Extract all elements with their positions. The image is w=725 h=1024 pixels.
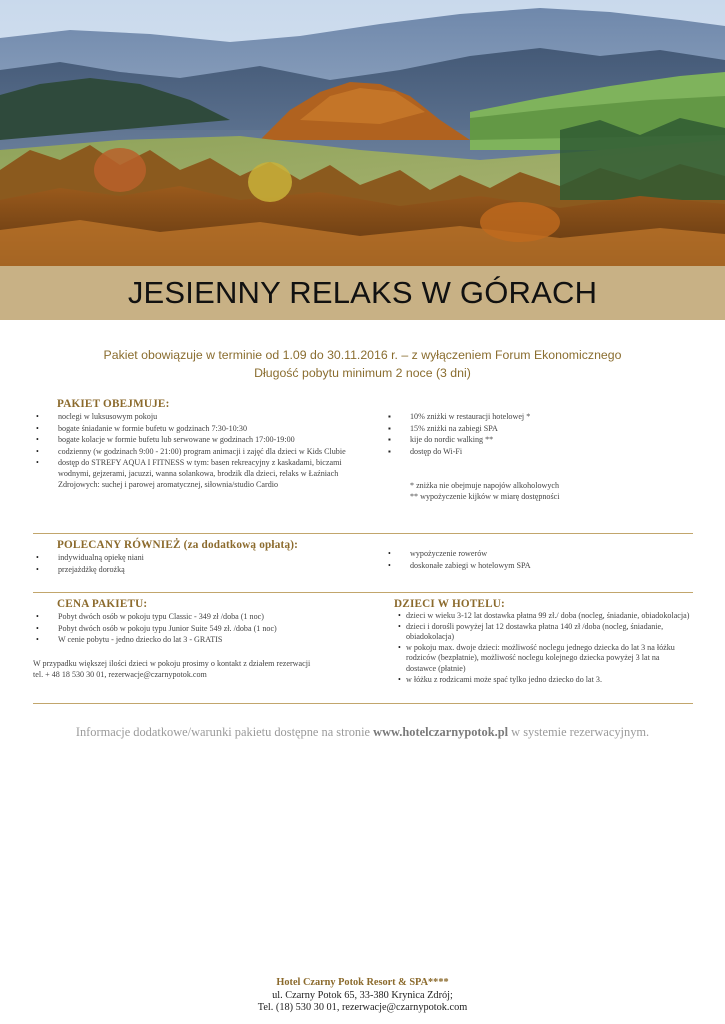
website-link[interactable]: www.hotelczarnypotok.pl [373,725,509,739]
price-note [33,659,310,680]
list-item: ▪ 15% zniżki na zabiegi SPA [385,424,685,435]
list-item: • w pokoju max. dwoje dzieci: możliwość noclegu jednego dziecka do lat 3 na łóżku rodziców (bezpłatnie), możliwość noclegu kolejnego dziecka powyżej 3 lat na dostawce (płatnie) [398,643,690,675]
section-divider [33,533,693,534]
title-banner [0,266,725,320]
recommended-left-list [33,553,363,576]
list-item: • w łóżku z rodzicami może spać tylko jedno dziecko do lat 3. [398,675,690,686]
note-nordic-walking: ** wypożyczenie kijków w miarę dostępności [410,491,560,501]
package-notes [410,481,559,502]
package-right-list [385,412,685,458]
price-heading: CENA PAKIETU: [57,598,148,610]
list-item: • noclegi w luksusowym pokoju [33,412,363,423]
intro-line-validity: Pakiet obowiązuje w terminie od 1.09 do 30.11.2016 r. – z wyłączeniem Forum Ekonomicznego [103,348,622,362]
recommended-heading: POLECANY RÓWNIEŻ (za dodatkową opłatą): [57,539,299,551]
list-item: • indywidualną opiekę niani [33,553,363,564]
list-item: • wypożyczenie rowerów [385,549,685,560]
intro-line-stay-length: Długość pobytu minimum 2 noce (3 dni) [254,365,471,380]
list-item: ▪ 10% zniżki w restauracji hotelowej * [385,412,685,423]
price-list [33,612,373,647]
info-line [0,725,725,740]
footer [0,977,725,1015]
hotel-contact: Tel. (18) 530 30 01, rezerwacje@czarnypotok.com [257,1002,468,1013]
list-item: • bogate śniadanie w formie bufetu w godzinach 7:30-10:30 [33,424,363,435]
price-note-contact: tel. + 48 18 530 30 01, rezerwacje@czarnypotok.com [33,669,207,679]
hero-landscape-image [0,0,725,266]
list-item: • dostęp do STREFY AQUA I FITNESS w tym: basen rekreacyjny z kaskadami, biczami wodnymi, gejzerami, jacuzzi, wanna solankowa, brodzik dla dzieci, relaks w Łaźniach Zdrojowych: suchej i parowej aromatycznej, siłownia/studio Cardio [33,458,363,490]
intro-text [0,347,725,382]
package-heading: PAKIET OBEJMUJE: [57,398,170,410]
list-item: • codzienny (w godzinach 9:00 - 21:00) program animacji i zajęć dla dzieci w Kids Clubie [33,447,363,458]
kids-list [398,611,690,685]
kids-heading: DZIECI W HOTELU: [394,598,505,610]
list-item: • dzieci i dorośli powyżej lat 12 dostawka płatna 140 zł /doba (nocleg, śniadanie, obiadokolacja) [398,622,690,643]
list-item: • przejażdżkę dorożką [33,565,363,576]
price-note-line: W przypadku większej ilości dzieci w pokoju prosimy o kontakt z działem rezerwacji [33,659,311,668]
list-item: • W cenie pobytu - jedno dziecko do lat 3 - GRATIS [33,635,373,646]
section-divider [33,592,693,593]
info-text-before: Informacje dodatkowe/warunki pakietu dostępne na stronie [75,725,374,739]
package-left-list [33,412,363,491]
hotel-name: Hotel Czarny Potok Resort & SPA**** [276,977,449,988]
list-item: • dzieci w wieku 3-12 lat dostawka płatna 99 zł./ doba (nocleg, śniadanie, obiadokolacja) [398,611,690,622]
list-item: ▪ kije do nordic walking ** [385,435,685,446]
list-item: ▪ dostęp do Wi-Fi [385,447,685,458]
note-alcohol: * zniżka nie obejmuje napojów alkoholowych [410,481,560,490]
list-item: • doskonałe zabiegi w hotelowym SPA [385,561,685,572]
section-divider [33,703,693,704]
list-item: • Pobyt dwóch osób w pokoju typu Classic - 349 zł /doba (1 noc) [33,612,373,623]
info-text-after: w systemie rezerwacyjnym. [508,725,650,739]
recommended-right-list [385,549,685,572]
page-title: JESIENNY RELAKS W GÓRACH [127,275,598,310]
list-item: • Pobyt dwóch osób w pokoju typu Junior Suite 549 zł. /doba (1 noc) [33,624,373,635]
list-item: • bogate kolacje w formie bufetu lub serwowane w godzinach 17:00-19:00 [33,435,363,446]
hotel-address: ul. Czarny Potok 65, 33-380 Krynica Zdrój; [272,989,453,1001]
